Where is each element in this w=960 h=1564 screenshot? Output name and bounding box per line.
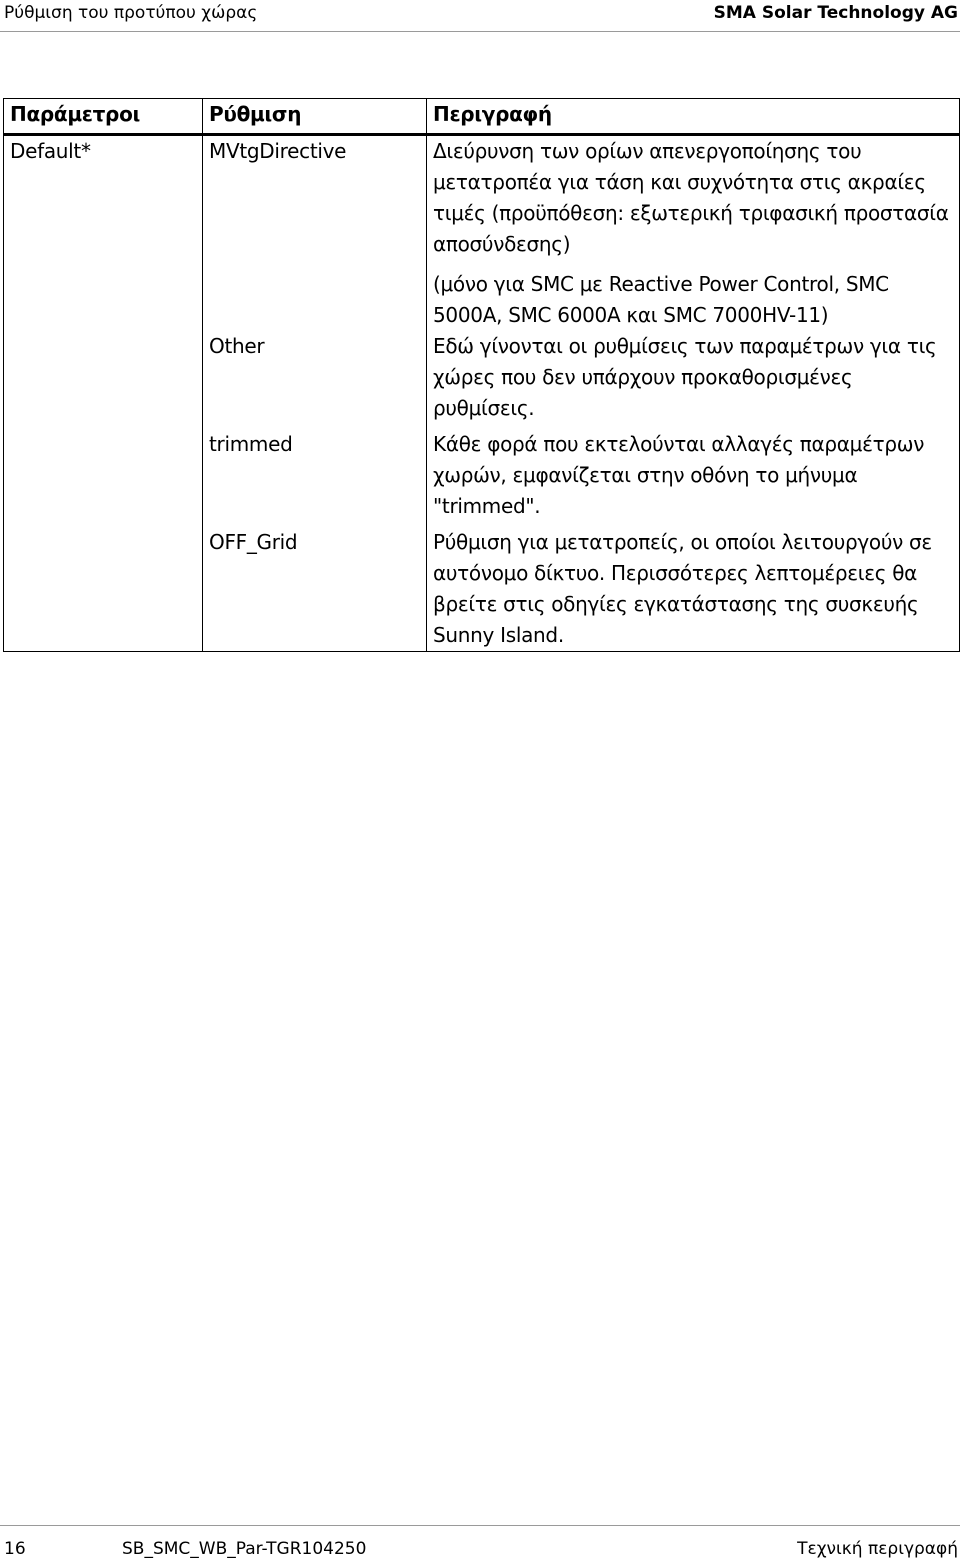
row-setting: MVtgDirective (203, 135, 427, 332)
row-description: Κάθε φορά που εκτελούνται αλλαγές παραμέτρων χωρών, εμφανίζεται στην οθόνη το μήνυμα "trimmed". (427, 424, 960, 522)
row-description-cell (427, 135, 960, 332)
parameter-table (3, 98, 960, 652)
table-row (4, 331, 960, 424)
table-row (4, 522, 960, 652)
table-header-row (4, 99, 960, 135)
row-description: Εδώ γίνονται οι ρυθμίσεις των παραμέτρων για τις χώρες που δεν υπάρχουν προκαθορισμένες ρυθμίσεις. (427, 331, 960, 424)
row-parameter (4, 331, 203, 424)
page-number: 16 (4, 1539, 26, 1559)
header-section-title: Ρύθμιση του προτύπου χώρας (4, 3, 258, 23)
document-type: Τεχνική περιγραφή (797, 1539, 958, 1559)
row-parameter: Default* (4, 135, 203, 332)
column-header-setting: Ρύθμιση (203, 99, 427, 135)
row-description-note: (μόνο για SMC με Reactive Power Control, SMC 5000A, SMC 6000A και SMC 7000HV-11) (433, 272, 889, 327)
table-row (4, 135, 960, 332)
footer-divider (0, 1525, 960, 1526)
row-parameter (4, 424, 203, 522)
header-company: SMA Solar Technology AG (713, 3, 958, 23)
column-header-parameters: Παράμετροι (4, 99, 203, 135)
row-setting: Other (203, 331, 427, 424)
row-parameter (4, 522, 203, 652)
row-description: Ρύθμιση για μετατροπείς, οι οποίοι λειτουργούν σε αυτόνομο δίκτυο. Περισσότερες λεπτομέρειες θα βρείτε στις οδηγίες εγκατάστασης της συσκευής Sunny Island. (427, 522, 960, 652)
row-description: Διεύρυνση των ορίων απενεργοποίησης του μετατροπέα για τάση και συχνότητα στις ακραίες τιμές (προϋπόθεση: εξωτερική τριφασική προστασία αποσύνδεσης) (433, 139, 949, 256)
document-code: SB_SMC_WB_Par-TGR104250 (122, 1539, 367, 1559)
table-row (4, 424, 960, 522)
header-divider (0, 31, 960, 32)
column-header-description: Περιγραφή (427, 99, 960, 135)
row-setting: trimmed (203, 424, 427, 522)
row-setting: OFF_Grid (203, 522, 427, 652)
